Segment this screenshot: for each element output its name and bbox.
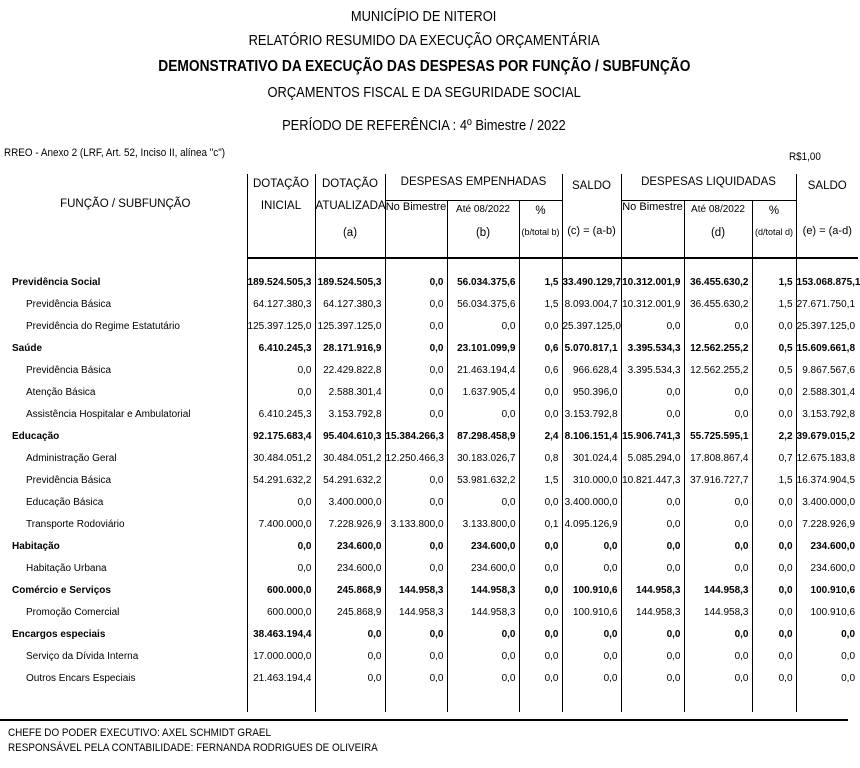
col-funcao: FUNÇÃO / SUBFUNÇÃO [60, 198, 191, 210]
value-cell: 0,0 [519, 316, 562, 338]
value-cell: 144.958,3 [621, 602, 684, 624]
value-cell: 0,0 [247, 382, 315, 404]
value-cell: 0,0 [752, 316, 796, 338]
report-title: RELATÓRIO RESUMIDO DA EXECUÇÃO ORÇAMENTÁRIA [248, 32, 600, 49]
value-cell: 0,0 [519, 536, 562, 558]
value-cell: 2.588.301,4 [796, 382, 858, 404]
value-cell: 17.000.000,0 [247, 646, 315, 668]
value-cell: 12.250.466,3 [385, 448, 447, 470]
value-cell: 0,0 [385, 536, 447, 558]
subfunction-label: Administração Geral [26, 453, 117, 464]
col-dotacao-atualizada: DOTAÇÃO [315, 174, 385, 200]
value-cell: 0,0 [621, 404, 684, 426]
table-body [4, 258, 858, 712]
subfunction-label: Previdência Básica [26, 475, 112, 486]
value-cell: 0,0 [385, 492, 447, 514]
value-cell: 0,0 [315, 624, 385, 646]
table-row [4, 470, 858, 492]
col-saldo-e: SALDO [796, 174, 858, 200]
value-cell: 0,0 [621, 382, 684, 404]
municipality-title: MUNICÍPIO DE NITEROI [351, 8, 497, 25]
value-cell: 234.600,0 [796, 536, 858, 558]
value-cell: 3.400.000,0 [315, 492, 385, 514]
table-row [4, 580, 858, 602]
value-cell: 30.183.026,7 [447, 448, 519, 470]
value-cell: 310.000,0 [562, 470, 621, 492]
footer-divider [0, 719, 848, 721]
value-cell: 144.958,3 [684, 580, 752, 602]
value-cell: 1,5 [519, 470, 562, 492]
value-cell: 15.384.266,3 [385, 426, 447, 448]
value-cell: 0,0 [752, 668, 796, 690]
value-cell: 0,0 [385, 404, 447, 426]
col-dotacao-inicial: DOTAÇÃO [247, 174, 315, 200]
value-cell: 21.463.194,4 [247, 668, 315, 690]
col-dotacao-atualizada-a: (a) [315, 225, 385, 258]
value-cell: 15.906.741,3 [621, 426, 684, 448]
value-cell: 0,0 [621, 558, 684, 580]
col-dotacao-inicial-sub: INICIAL [247, 200, 315, 225]
col-emp-pct-sub: (b/total b) [519, 225, 562, 258]
value-cell: 54.291.632,2 [247, 470, 315, 492]
budget-subtitle: ORÇAMENTOS FISCAL E DA SEGURIDADE SOCIAL [267, 84, 581, 101]
table-row [4, 514, 858, 536]
value-cell: 2,4 [519, 426, 562, 448]
value-cell: 7.228.926,9 [315, 514, 385, 536]
value-cell: 0,0 [385, 360, 447, 382]
value-cell: 1.637.905,4 [447, 382, 519, 404]
value-cell: 0,0 [562, 536, 621, 558]
value-cell: 38.463.194,4 [247, 624, 315, 646]
value-cell: 12.562.255,2 [684, 360, 752, 382]
value-cell: 54.291.632,2 [315, 470, 385, 492]
value-cell: 0,8 [519, 448, 562, 470]
value-cell: 0,0 [519, 646, 562, 668]
value-cell: 53.981.632,2 [447, 470, 519, 492]
value-cell: 0,0 [752, 492, 796, 514]
col-dotacao-inicial-empty [247, 225, 315, 258]
value-cell: 0,0 [519, 382, 562, 404]
table-row [4, 382, 858, 404]
value-cell: 0,0 [315, 668, 385, 690]
value-cell: 0,0 [796, 646, 858, 668]
table-row [4, 294, 858, 316]
value-cell: 10.312.001,9 [621, 294, 684, 316]
value-cell: 0,0 [447, 492, 519, 514]
value-cell: 6.410.245,3 [247, 338, 315, 360]
value-cell: 27.671.750,1 [796, 294, 858, 316]
value-cell: 245.868,9 [315, 580, 385, 602]
function-label: Saúde [12, 343, 43, 354]
value-cell: 0,0 [752, 404, 796, 426]
col-liq-ate: Até 08/2022 [684, 200, 752, 225]
subfunction-label: Previdência Básica [26, 299, 112, 310]
value-cell: 0,0 [684, 492, 752, 514]
value-cell: 0,0 [385, 470, 447, 492]
value-cell: 0,0 [684, 536, 752, 558]
value-cell: 7.400.000,0 [247, 514, 315, 536]
value-cell: 87.298.458,9 [447, 426, 519, 448]
value-cell: 95.404.610,3 [315, 426, 385, 448]
table-row [4, 646, 858, 668]
function-label: Encargos especiais [12, 629, 106, 640]
value-cell: 64.127.380,3 [315, 294, 385, 316]
value-cell: 28.171.916,9 [315, 338, 385, 360]
value-cell: 0,0 [621, 646, 684, 668]
table-row [4, 338, 858, 360]
col-emp-bimestre-empty [385, 225, 447, 258]
annex-label: RREO - Anexo 2 (LRF, Art. 52, Inciso II, alínea "c") [4, 147, 226, 159]
value-cell: 0,0 [684, 624, 752, 646]
value-cell: 0,0 [385, 624, 447, 646]
table-row [4, 316, 858, 338]
value-cell: 0,0 [752, 602, 796, 624]
value-cell: 100.910,6 [562, 580, 621, 602]
value-cell: 144.958,3 [684, 602, 752, 624]
value-cell: 0,0 [447, 668, 519, 690]
value-cell: 144.958,3 [447, 580, 519, 602]
value-cell: 950.396,0 [562, 382, 621, 404]
col-emp-bimestre: No Bimestre [385, 200, 447, 225]
value-cell: 0,0 [247, 536, 315, 558]
value-cell: 3.400.000,0 [796, 492, 858, 514]
value-cell: 0,0 [621, 514, 684, 536]
value-cell: 0,0 [562, 668, 621, 690]
value-cell: 100.910,6 [796, 580, 858, 602]
value-cell: 56.034.375,6 [447, 294, 519, 316]
value-cell: 234.600,0 [315, 536, 385, 558]
col-liq-pct-sub: (d/total d) [752, 225, 796, 258]
value-cell: 189.524.505,3 [315, 272, 385, 294]
value-cell: 189.524.505,3 [247, 272, 315, 294]
value-cell: 0,0 [385, 382, 447, 404]
col-saldo-c: SALDO [562, 174, 621, 200]
currency-unit: R$1,00 [788, 151, 821, 163]
table-row [4, 448, 858, 470]
value-cell: 0,0 [447, 404, 519, 426]
value-cell: 30.484.051,2 [247, 448, 315, 470]
col-saldo-e-formula: (e) = (a-d) [796, 225, 858, 258]
col-liq-bimestre-empty [621, 225, 684, 258]
value-cell: 7.228.926,9 [796, 514, 858, 536]
value-cell: 0,0 [684, 558, 752, 580]
value-cell: 0,0 [247, 360, 315, 382]
value-cell: 1,5 [752, 470, 796, 492]
value-cell: 5.085.294,0 [621, 448, 684, 470]
value-cell: 0,0 [247, 492, 315, 514]
col-emp-pct: % [519, 200, 562, 225]
value-cell: 0,0 [562, 624, 621, 646]
value-cell: 0,0 [684, 668, 752, 690]
col-liq-ate-d: (d) [684, 225, 752, 258]
value-cell: 3.400.000,0 [562, 492, 621, 514]
value-cell: 0,0 [562, 558, 621, 580]
value-cell: 0,7 [752, 448, 796, 470]
value-cell: 3.153.792,8 [796, 404, 858, 426]
value-cell: 0,0 [519, 404, 562, 426]
value-cell: 0,0 [447, 624, 519, 646]
value-cell: 144.958,3 [447, 602, 519, 624]
value-cell: 64.127.380,3 [247, 294, 315, 316]
col-group-liquidadas: DESPESAS LIQUIDADAS [621, 174, 796, 200]
value-cell: 144.958,3 [385, 580, 447, 602]
value-cell: 0,0 [752, 514, 796, 536]
table-row [4, 558, 858, 580]
value-cell: 3.153.792,8 [562, 404, 621, 426]
value-cell: 0,0 [315, 646, 385, 668]
value-cell: 234.600,0 [315, 558, 385, 580]
value-cell: 0,0 [447, 316, 519, 338]
value-cell: 144.958,3 [621, 580, 684, 602]
value-cell: 0,0 [385, 558, 447, 580]
value-cell: 0,0 [684, 646, 752, 668]
col-liq-bimestre: No Bimestre [621, 200, 684, 225]
value-cell: 600.000,0 [247, 602, 315, 624]
value-cell: 1,5 [519, 272, 562, 294]
value-cell: 144.958,3 [385, 602, 447, 624]
value-cell: 9.867.567,6 [796, 360, 858, 382]
function-label: Comércio e Serviços [12, 585, 111, 596]
value-cell: 1,5 [519, 294, 562, 316]
value-cell: 8.106.151,4 [562, 426, 621, 448]
value-cell: 5.070.817,1 [562, 338, 621, 360]
value-cell: 966.628,4 [562, 360, 621, 382]
value-cell: 23.101.099,9 [447, 338, 519, 360]
value-cell: 245.868,9 [315, 602, 385, 624]
value-cell: 3.395.534,3 [621, 338, 684, 360]
col-dotacao-atualizada-sub: ATUALIZADA [315, 200, 385, 225]
subfunction-label: Educação Básica [26, 497, 104, 508]
value-cell: 12.675.183,8 [796, 448, 858, 470]
subfunction-label: Habitação Urbana [26, 563, 107, 574]
value-cell: 0,0 [385, 272, 447, 294]
subfunction-label: Previdência Básica [26, 365, 112, 376]
value-cell: 2.588.301,4 [315, 382, 385, 404]
value-cell: 0,0 [796, 668, 858, 690]
value-cell: 100.910,6 [562, 602, 621, 624]
col-emp-ate: Até 08/2022 [447, 200, 519, 225]
value-cell: 17.808.867,4 [684, 448, 752, 470]
col-group-empenhadas: DESPESAS EMPENHADAS [385, 174, 562, 200]
value-cell: 39.679.015,2 [796, 426, 858, 448]
value-cell: 0,0 [684, 382, 752, 404]
table-row [4, 602, 858, 624]
value-cell: 16.374.904,5 [796, 470, 858, 492]
value-cell: 10.821.447,3 [621, 470, 684, 492]
value-cell: 0,0 [684, 514, 752, 536]
value-cell: 0,0 [796, 624, 858, 646]
expenses-table [4, 174, 858, 712]
value-cell: 234.600,0 [447, 536, 519, 558]
value-cell: 25.397.125,0 [562, 316, 621, 338]
statement-title: DEMONSTRATIVO DA EXECUÇÃO DAS DESPESAS POR FUNÇÃO / SUBFUNÇÃO [157, 58, 691, 75]
value-cell: 92.175.683,4 [247, 426, 315, 448]
value-cell: 0,0 [519, 624, 562, 646]
table-row [4, 492, 858, 514]
value-cell: 0,1 [519, 514, 562, 536]
footer-accountant: RESPONSÁVEL PELA CONTABILIDADE: FERNANDA RODRIGUES DE OLIVEIRA [8, 742, 378, 754]
value-cell: 22.429.822,8 [315, 360, 385, 382]
col-saldo-c-empty [562, 200, 621, 225]
function-label: Habitação [12, 541, 60, 552]
footer-executive: CHEFE DO PODER EXECUTIVO: AXEL SCHMIDT GRAEL [8, 727, 271, 739]
value-cell: 8.093.004,7 [562, 294, 621, 316]
table-row [4, 668, 858, 690]
col-saldo-e-empty [796, 200, 858, 225]
value-cell: 0,0 [752, 382, 796, 404]
table-row [4, 272, 858, 294]
table-row [4, 624, 858, 646]
value-cell: 0,0 [385, 646, 447, 668]
value-cell: 0,0 [385, 338, 447, 360]
value-cell: 301.024,4 [562, 448, 621, 470]
reference-period: PERÍODO DE REFERÊNCIA : 4º Bimestre / 2022 [282, 117, 566, 134]
value-cell: 125.397.125,0 [315, 316, 385, 338]
subfunction-label: Atenção Básica [26, 387, 96, 398]
value-cell: 0,5 [752, 338, 796, 360]
value-cell: 0,0 [519, 492, 562, 514]
value-cell: 0,0 [385, 294, 447, 316]
value-cell: 1,5 [752, 272, 796, 294]
value-cell: 0,0 [562, 646, 621, 668]
value-cell: 0,0 [621, 492, 684, 514]
col-emp-ate-b: (b) [447, 225, 519, 258]
table-row [4, 360, 858, 382]
col-saldo-c-formula: (c) = (a-b) [562, 225, 621, 258]
value-cell: 100.910,6 [796, 602, 858, 624]
col-liq-pct: % [752, 200, 796, 225]
value-cell: 3.153.792,8 [315, 404, 385, 426]
value-cell: 33.490.129,7 [562, 272, 621, 294]
value-cell: 0,0 [621, 536, 684, 558]
value-cell: 0,0 [385, 316, 447, 338]
value-cell: 36.455.630,2 [684, 294, 752, 316]
value-cell: 0,0 [684, 316, 752, 338]
value-cell: 36.455.630,2 [684, 272, 752, 294]
value-cell: 0,0 [447, 646, 519, 668]
value-cell: 0,0 [684, 404, 752, 426]
value-cell: 4.095.126,9 [562, 514, 621, 536]
value-cell: 12.562.255,2 [684, 338, 752, 360]
value-cell: 30.484.051,2 [315, 448, 385, 470]
value-cell: 125.397.125,0 [247, 316, 315, 338]
value-cell: 25.397.125,0 [796, 316, 858, 338]
table-row [4, 426, 858, 448]
value-cell: 1,5 [752, 294, 796, 316]
value-cell: 0,0 [385, 668, 447, 690]
value-cell: 0,5 [752, 360, 796, 382]
value-cell: 37.916.727,7 [684, 470, 752, 492]
value-cell: 0,0 [752, 558, 796, 580]
subfunction-label: Transporte Rodoviário [26, 519, 125, 530]
value-cell: 0,0 [519, 668, 562, 690]
table-row [4, 536, 858, 558]
value-cell: 0,0 [752, 536, 796, 558]
value-cell: 153.068.875,1 [796, 272, 858, 294]
subfunction-label: Promoção Comercial [26, 607, 120, 618]
value-cell: 0,0 [519, 580, 562, 602]
value-cell: 0,0 [752, 580, 796, 602]
value-cell: 0,0 [247, 558, 315, 580]
subfunction-label: Serviço da Dívida Interna [26, 651, 139, 662]
function-label: Previdência Social [12, 277, 101, 288]
value-cell: 3.395.534,3 [621, 360, 684, 382]
value-cell: 56.034.375,6 [447, 272, 519, 294]
value-cell: 0,0 [752, 624, 796, 646]
value-cell: 0,0 [519, 602, 562, 624]
value-cell: 234.600,0 [796, 558, 858, 580]
value-cell: 55.725.595,1 [684, 426, 752, 448]
function-label: Educação [12, 431, 60, 442]
value-cell: 0,0 [621, 316, 684, 338]
value-cell: 234.600,0 [447, 558, 519, 580]
value-cell: 0,0 [519, 558, 562, 580]
value-cell: 3.133.800,0 [385, 514, 447, 536]
value-cell: 600.000,0 [247, 580, 315, 602]
value-cell: 0,6 [519, 338, 562, 360]
value-cell: 15.609.661,8 [796, 338, 858, 360]
value-cell: 21.463.194,4 [447, 360, 519, 382]
subfunction-label: Previdência do Regime Estatutário [26, 321, 180, 332]
value-cell: 3.133.800,0 [447, 514, 519, 536]
subfunction-label: Outros Encars Especiais [26, 673, 136, 684]
value-cell: 10.312.001,9 [621, 272, 684, 294]
value-cell: 0,0 [621, 668, 684, 690]
value-cell: 0,6 [519, 360, 562, 382]
value-cell: 6.410.245,3 [247, 404, 315, 426]
value-cell: 0,0 [752, 646, 796, 668]
value-cell: 0,0 [621, 624, 684, 646]
subfunction-label: Assistência Hospitalar e Ambulatorial [26, 409, 191, 420]
table-row [4, 404, 858, 426]
value-cell: 2,2 [752, 426, 796, 448]
